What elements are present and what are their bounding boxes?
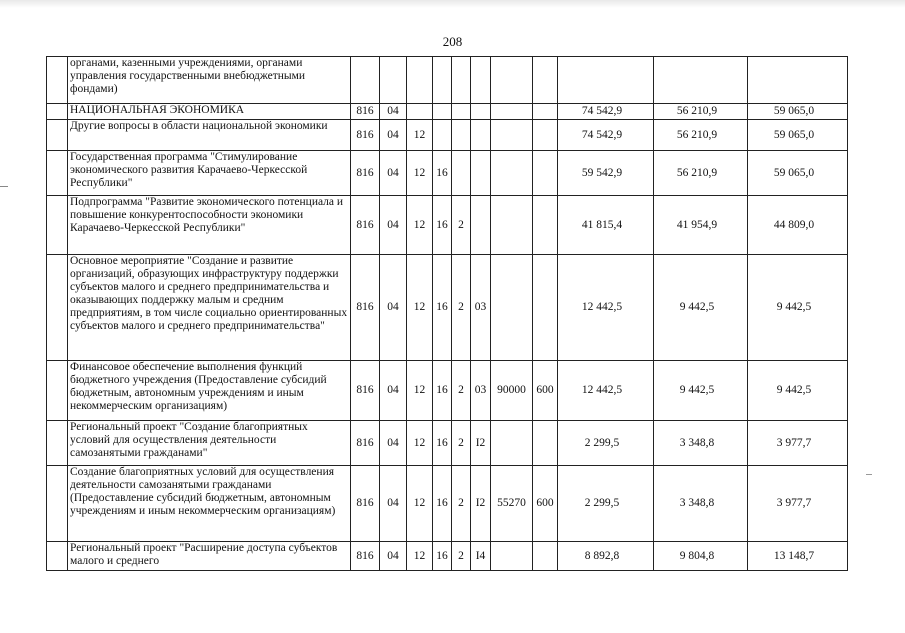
- direction-code: [491, 542, 533, 571]
- expense-type-code: [533, 57, 558, 104]
- event-code: [471, 151, 491, 196]
- amount-year-1: [558, 57, 654, 104]
- subsection-code: 12: [407, 255, 433, 361]
- margin-dot: [866, 474, 872, 475]
- amount-year-3: 44 809,0: [748, 196, 848, 255]
- program-code: 16: [433, 421, 452, 466]
- ministry-code: [351, 57, 380, 104]
- amount-year-2: 9 442,5: [654, 361, 748, 421]
- program-code: 16: [433, 542, 452, 571]
- section-code: 04: [380, 421, 407, 466]
- row-name: Региональный проект "Создание благоприятных условий для осуществления деятельности самозанятыми гражданами": [68, 421, 351, 466]
- direction-code: [491, 196, 533, 255]
- amount-year-2: 41 954,9: [654, 196, 748, 255]
- direction-code: [491, 255, 533, 361]
- direction-code: 90000: [491, 361, 533, 421]
- ministry-code: 816: [351, 361, 380, 421]
- blank-cell: [47, 361, 68, 421]
- expense-type-code: [533, 151, 558, 196]
- expense-type-code: [533, 196, 558, 255]
- amount-year-3: 59 065,0: [748, 151, 848, 196]
- amount-year-3: 13 148,7: [748, 542, 848, 571]
- subsection-code: [407, 104, 433, 120]
- event-code: I2: [471, 421, 491, 466]
- table-row: [47, 151, 848, 196]
- section-code: 04: [380, 104, 407, 120]
- expense-type-code: [533, 120, 558, 151]
- table-row: [47, 466, 848, 542]
- event-code: I2: [471, 466, 491, 542]
- table-row: [47, 196, 848, 255]
- table-row: [47, 120, 848, 151]
- direction-code: [491, 104, 533, 120]
- scan-edge: [0, 0, 905, 8]
- subsection-code: 12: [407, 466, 433, 542]
- section-code: 04: [380, 151, 407, 196]
- table-row: [47, 57, 848, 104]
- amount-year-2: 9 804,8: [654, 542, 748, 571]
- ministry-code: 816: [351, 151, 380, 196]
- subsection-code: 12: [407, 196, 433, 255]
- amount-year-2: 3 348,8: [654, 421, 748, 466]
- ministry-code: 816: [351, 421, 380, 466]
- amount-year-1: 12 442,5: [558, 361, 654, 421]
- margin-mark: [0, 186, 8, 187]
- row-name: Подпрограмма "Развитие экономического потенциала и повышение конкурентоспособности экономики Карачаево-Черкесской Республики": [68, 196, 351, 255]
- section-code: [380, 57, 407, 104]
- ministry-code: 816: [351, 542, 380, 571]
- expense-type-code: [533, 104, 558, 120]
- table-row: [47, 542, 848, 571]
- direction-code: [491, 57, 533, 104]
- program-code: 16: [433, 196, 452, 255]
- amount-year-3: 3 977,7: [748, 421, 848, 466]
- subprogram-code: 2: [452, 542, 471, 571]
- program-code: 16: [433, 151, 452, 196]
- amount-year-1: 59 542,9: [558, 151, 654, 196]
- event-code: [471, 57, 491, 104]
- blank-cell: [47, 466, 68, 542]
- amount-year-2: 3 348,8: [654, 466, 748, 542]
- amount-year-1: 74 542,9: [558, 104, 654, 120]
- section-code: 04: [380, 361, 407, 421]
- amount-year-3: 9 442,5: [748, 255, 848, 361]
- table-row: [47, 255, 848, 361]
- expense-type-code: 600: [533, 466, 558, 542]
- row-name: Создание благоприятных условий для осуществления деятельности самозанятыми гражданами (Предоставление субсидий бюджетным, автономным учреждениям и иным некоммерческим организациям): [68, 466, 351, 542]
- row-name: Региональный проект "Расширение доступа субъектов малого и среднего: [68, 542, 351, 571]
- section-code: 04: [380, 120, 407, 151]
- table-row: [47, 104, 848, 120]
- expense-type-code: [533, 255, 558, 361]
- ministry-code: 816: [351, 120, 380, 151]
- amount-year-3: 59 065,0: [748, 120, 848, 151]
- subprogram-code: 2: [452, 361, 471, 421]
- event-code: [471, 104, 491, 120]
- direction-code: [491, 120, 533, 151]
- event-code: [471, 120, 491, 151]
- ministry-code: 816: [351, 466, 380, 542]
- amount-year-3: 59 065,0: [748, 104, 848, 120]
- program-code: [433, 120, 452, 151]
- amount-year-2: [654, 57, 748, 104]
- amount-year-3: 9 442,5: [748, 361, 848, 421]
- event-code: [471, 196, 491, 255]
- program-code: 16: [433, 466, 452, 542]
- subprogram-code: [452, 57, 471, 104]
- subprogram-code: [452, 120, 471, 151]
- amount-year-1: 12 442,5: [558, 255, 654, 361]
- amount-year-3: 3 977,7: [748, 466, 848, 542]
- blank-cell: [47, 196, 68, 255]
- expense-type-code: 600: [533, 361, 558, 421]
- program-code: 16: [433, 361, 452, 421]
- amount-year-2: 9 442,5: [654, 255, 748, 361]
- budget-table: [46, 56, 848, 571]
- subsection-code: 12: [407, 151, 433, 196]
- program-code: 16: [433, 255, 452, 361]
- section-code: 04: [380, 196, 407, 255]
- amount-year-1: 8 892,8: [558, 542, 654, 571]
- row-name: Государственная программа "Стимулирование экономического развития Карачаево-Черкесской Республики": [68, 151, 351, 196]
- ministry-code: 816: [351, 104, 380, 120]
- row-name: НАЦИОНАЛЬНАЯ ЭКОНОМИКА: [68, 104, 351, 120]
- amount-year-3: [748, 57, 848, 104]
- row-name: Финансовое обеспечение выполнения функций бюджетного учреждения (Предоставление субсидий бюджетным, автономным учреждениям и иным некоммерческим организациям): [68, 361, 351, 421]
- subsection-code: [407, 57, 433, 104]
- expense-type-code: [533, 542, 558, 571]
- subprogram-code: 2: [452, 255, 471, 361]
- subprogram-code: 2: [452, 196, 471, 255]
- section-code: 04: [380, 542, 407, 571]
- amount-year-1: 2 299,5: [558, 466, 654, 542]
- section-code: 04: [380, 466, 407, 542]
- amount-year-1: 74 542,9: [558, 120, 654, 151]
- subprogram-code: 2: [452, 466, 471, 542]
- subprogram-code: 2: [452, 421, 471, 466]
- subsection-code: 12: [407, 421, 433, 466]
- amount-year-2: 56 210,9: [654, 104, 748, 120]
- blank-cell: [47, 57, 68, 104]
- ministry-code: 816: [351, 196, 380, 255]
- row-name: Основное мероприятие "Создание и развитие организаций, образующих инфраструктуру поддержки субъектов малого и среднего предпринимательства и оказывающих поддержку малым и средним предприятиям, в том числе социально ориентированных субъектов малого и среднего предпринимательства": [68, 255, 351, 361]
- row-name: Другие вопросы в области национальной экономики: [68, 120, 351, 151]
- amount-year-2: 56 210,9: [654, 151, 748, 196]
- table-row: [47, 361, 848, 421]
- blank-cell: [47, 255, 68, 361]
- expense-type-code: [533, 421, 558, 466]
- blank-cell: [47, 104, 68, 120]
- event-code: 03: [471, 255, 491, 361]
- amount-year-1: 41 815,4: [558, 196, 654, 255]
- table-body: [47, 57, 848, 571]
- subprogram-code: [452, 151, 471, 196]
- row-name: органами, казенными учреждениями, органами управления государственными внебюджетными фондами): [68, 57, 351, 104]
- program-code: [433, 104, 452, 120]
- amount-year-1: 2 299,5: [558, 421, 654, 466]
- amount-year-2: 56 210,9: [654, 120, 748, 151]
- event-code: 03: [471, 361, 491, 421]
- blank-cell: [47, 421, 68, 466]
- blank-cell: [47, 151, 68, 196]
- page-number: 208: [442, 34, 463, 49]
- subprogram-code: [452, 104, 471, 120]
- subsection-code: 12: [407, 542, 433, 571]
- blank-cell: [47, 542, 68, 571]
- ministry-code: 816: [351, 255, 380, 361]
- subsection-code: 12: [407, 120, 433, 151]
- direction-code: [491, 151, 533, 196]
- blank-cell: [47, 120, 68, 151]
- event-code: I4: [471, 542, 491, 571]
- table-row: [47, 421, 848, 466]
- direction-code: 55270: [491, 466, 533, 542]
- program-code: [433, 57, 452, 104]
- subsection-code: 12: [407, 361, 433, 421]
- direction-code: [491, 421, 533, 466]
- section-code: 04: [380, 255, 407, 361]
